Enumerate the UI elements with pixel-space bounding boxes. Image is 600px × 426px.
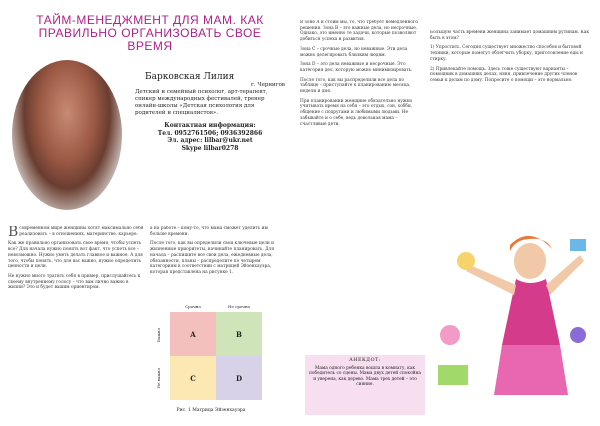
head-shape [514,243,546,279]
gift-icon [438,365,468,385]
page-title: ТАЙМ-МЕНЕДЖМЕНТ ДЛЯ МАМ. КАК ПРАВИЛЬНО ОРГАНИЗОВАТЬ СВОЕ ВРЕМЯ [36,13,264,53]
baby-icon [440,325,460,345]
paragraph: а на работе – кому-то, что мама сможет уделить им больше времени. [150,226,268,237]
quad-d: D [235,374,243,383]
eisenhower-matrix [156,304,266,422]
column-1 [8,226,146,421]
paragraph: 2) Привлекайте помощь. Здесь тоже существуют варианты – помощник в домашних делах, няня, привлечение других членов семьи к делам по дому. Попросите о помощи – это нормально. [430,66,578,83]
paragraph: 1) Упростить. Сегодня существует множество способов и бытовой техники, которые помогут облегчить уборку, приготовление еды и стирку. [430,45,583,62]
paragraph: После того, как вы определили свои ключевые цели и жизненные приоритеты, начинайте планировать. Для начала – распишите все свои дела, ежедневные дела, обязанности, планы – распределите по четырем категориям в соответствии с матрицей Эйзенхауэра, которая представлена на рисунке 1. [150,241,275,275]
anecdote-header: АНЕКДОТ: [349,358,381,363]
illustration-svg [430,225,590,405]
matrix-col-not-urgent: Не срочно [227,304,251,309]
clock-icon [570,327,586,343]
paragraph: Как же правильно организовать свое время, чтобы успеть все? Для начала нужно понять вот факт, что успеть все – невозможно. Нужно уметь делать главное и важное. А для того, чтобы понять, что для вас важно, нужно определить ценности и цели. [8,241,143,270]
column-3 [300,20,418,352]
contact-email[interactable]: Эл. адрес: lilbar@ukr.net [167,137,253,144]
paragraph: В зоне А и стоим мы, то, что требует немедленного решения. Зона B – это важные дела, но несрочные. Однако, это именно те задачи, которые позволяют добиться успеха и развития. [300,20,418,43]
paragraph: Зона D – это дела неважные и несрочные. Это категория дел, которую можно минимизировать. [300,62,413,73]
quad-a: A [190,330,196,339]
matrix-row-not-important: Не важно [156,368,161,389]
arm-right [546,255,584,295]
matrix-col-urgent: Срочно [185,304,201,309]
author-photo [12,60,122,210]
paragraph: Не нужно много тратить себя в пример, прислушайтесь к своему внутреннему голосу – что вам лично важно в жизни? Это и будет вашим ориентиром. [8,273,141,291]
paragraph: Большую часть времени женщина занимает домашним рутинам. Как быть в этом? [430,30,590,41]
arm-left [466,265,516,295]
quad-c: C [190,374,196,383]
anecdote-text: Мама одного ребенка вошла в комнату, как победитель со сцены. Мама двух детей спокойна и уверена, как дерево. Мама трех детей – это сияние. [309,365,421,388]
paragraph: При планировании женщине обязательно нужно учитывать время на себя – это отдых, сон, хобби, общение с подругами и любимыми людьми. Не забывайте и о себе, ведь довольная мама – счастливые дети. [300,98,413,127]
skirt-shape [494,345,568,395]
quad-b: B [236,330,242,339]
author-bio [135,82,285,117]
column-4 [430,30,590,220]
paragraph: После того, как вы распределили все дела по таблице – приступайте к планированию месяца, недели и дня. [300,77,411,95]
contacts [140,122,280,152]
contact-skype: Skype lilbar0278 [181,144,239,152]
matrix-caption: Рис. 1 Матрица Эйзенхауэра [176,408,246,413]
matrix-row-important: Важно [156,328,161,343]
contacts-header: Контактная информация: [164,122,256,129]
mother-illustration [430,225,590,405]
anecdote-box [305,355,425,415]
column-2 [150,226,275,302]
laptop-icon [570,239,586,251]
author-bio-text: Детский и семейный психолог, арт-терапевт, спикер международных фестивалей, тренер онлайн-школы «Детская психология для родителей и специалистов». [135,89,268,116]
author-name: Барковская Лилия [145,72,235,82]
paragraph: Зона C – срочные дела, но неважные. Эти дела можно делегировать близким людям. [300,46,408,58]
author-city: г. Чернигов [250,82,285,88]
contact-phone: Тел. 0952761506; 0936392866 [157,129,263,137]
child-icon [457,252,475,270]
dropcap: В [8,226,19,240]
paragraph: Всовременном мире женщины хотят максимально себя реализовать – в отношениях, материнстве, карьере. [8,226,144,240]
